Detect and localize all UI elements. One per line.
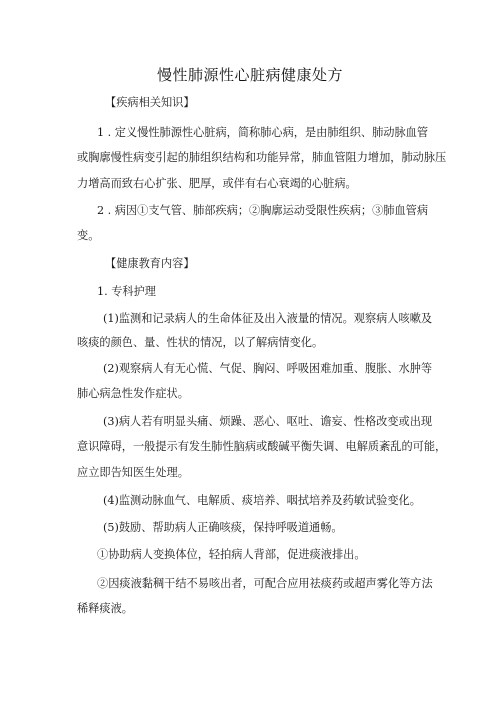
paragraph-line: 意识障碍，一般提示有发生肺性脑病或酸碱平衡失调、电解质紊乱的可能， bbox=[77, 440, 447, 453]
section-heading-education: 【健康教育内容】 bbox=[105, 257, 195, 270]
paragraph-line: 力增高而致右心扩张、肥厚，或伴有右心衰竭的心脏病。 bbox=[77, 177, 357, 190]
section-heading-knowledge: 【疾病相关知识】 bbox=[105, 96, 195, 109]
paragraph-line: (5)鼓励、帮助病人正确咳痰，保持呼吸道通畅。 bbox=[103, 521, 343, 534]
paragraph-line: (3)病人若有明显头痛、烦躁、恶心、呕吐、谵妄、性格改变或出现 bbox=[103, 415, 433, 428]
paragraph-line: 咳痰的颜色、量、性状的情况，以了解病情变化。 bbox=[77, 336, 324, 349]
paragraph-line: 1 . 定义慢性肺源性心脏病，简称肺心病，是由肺组织、肺动脉血管 bbox=[97, 126, 429, 139]
paragraph-line: 变。 bbox=[77, 229, 100, 242]
paragraph-line: 2 . 病因①支气管、肺部疾病；②胸廓运动受限性疾病；③肺血管病 bbox=[97, 204, 429, 217]
subsection-heading: 1. 专科护理 bbox=[97, 285, 156, 298]
paragraph-line: 肺心病急性发作症状。 bbox=[77, 387, 189, 400]
paragraph-line: ②因痰液黏稠干结不易咳出者，可配合应用祛痰药或超声雾化等方法 bbox=[97, 577, 433, 590]
paragraph-line: 稀释痰液。 bbox=[77, 602, 133, 615]
paragraph-line: 应立即告知医生处理。 bbox=[77, 466, 189, 479]
document-title: 慢性肺源性心脏病健康处方 bbox=[156, 66, 343, 84]
paragraph-line: ①协助病人变换体位，轻拍病人背部，促进痰液排出。 bbox=[97, 548, 366, 561]
paragraph-line: (4)监测动脉血气、电解质、痰培养、咽拭培养及药敏试验变化。 bbox=[103, 494, 421, 507]
paragraph-line: (2)观察病人有无心慌、气促、胸闷、呼吸困难加重、腹胀、水肿等 bbox=[103, 362, 433, 375]
paragraph-line: (1)监测和记录病人的生命体征及出入液量的情况。观察病人咳嗽及 bbox=[103, 312, 433, 325]
paragraph-line: 或胸廓慢性病变引起的肺组织结构和功能异常，肺血管阻力增加，肺动脉压 bbox=[77, 151, 447, 164]
